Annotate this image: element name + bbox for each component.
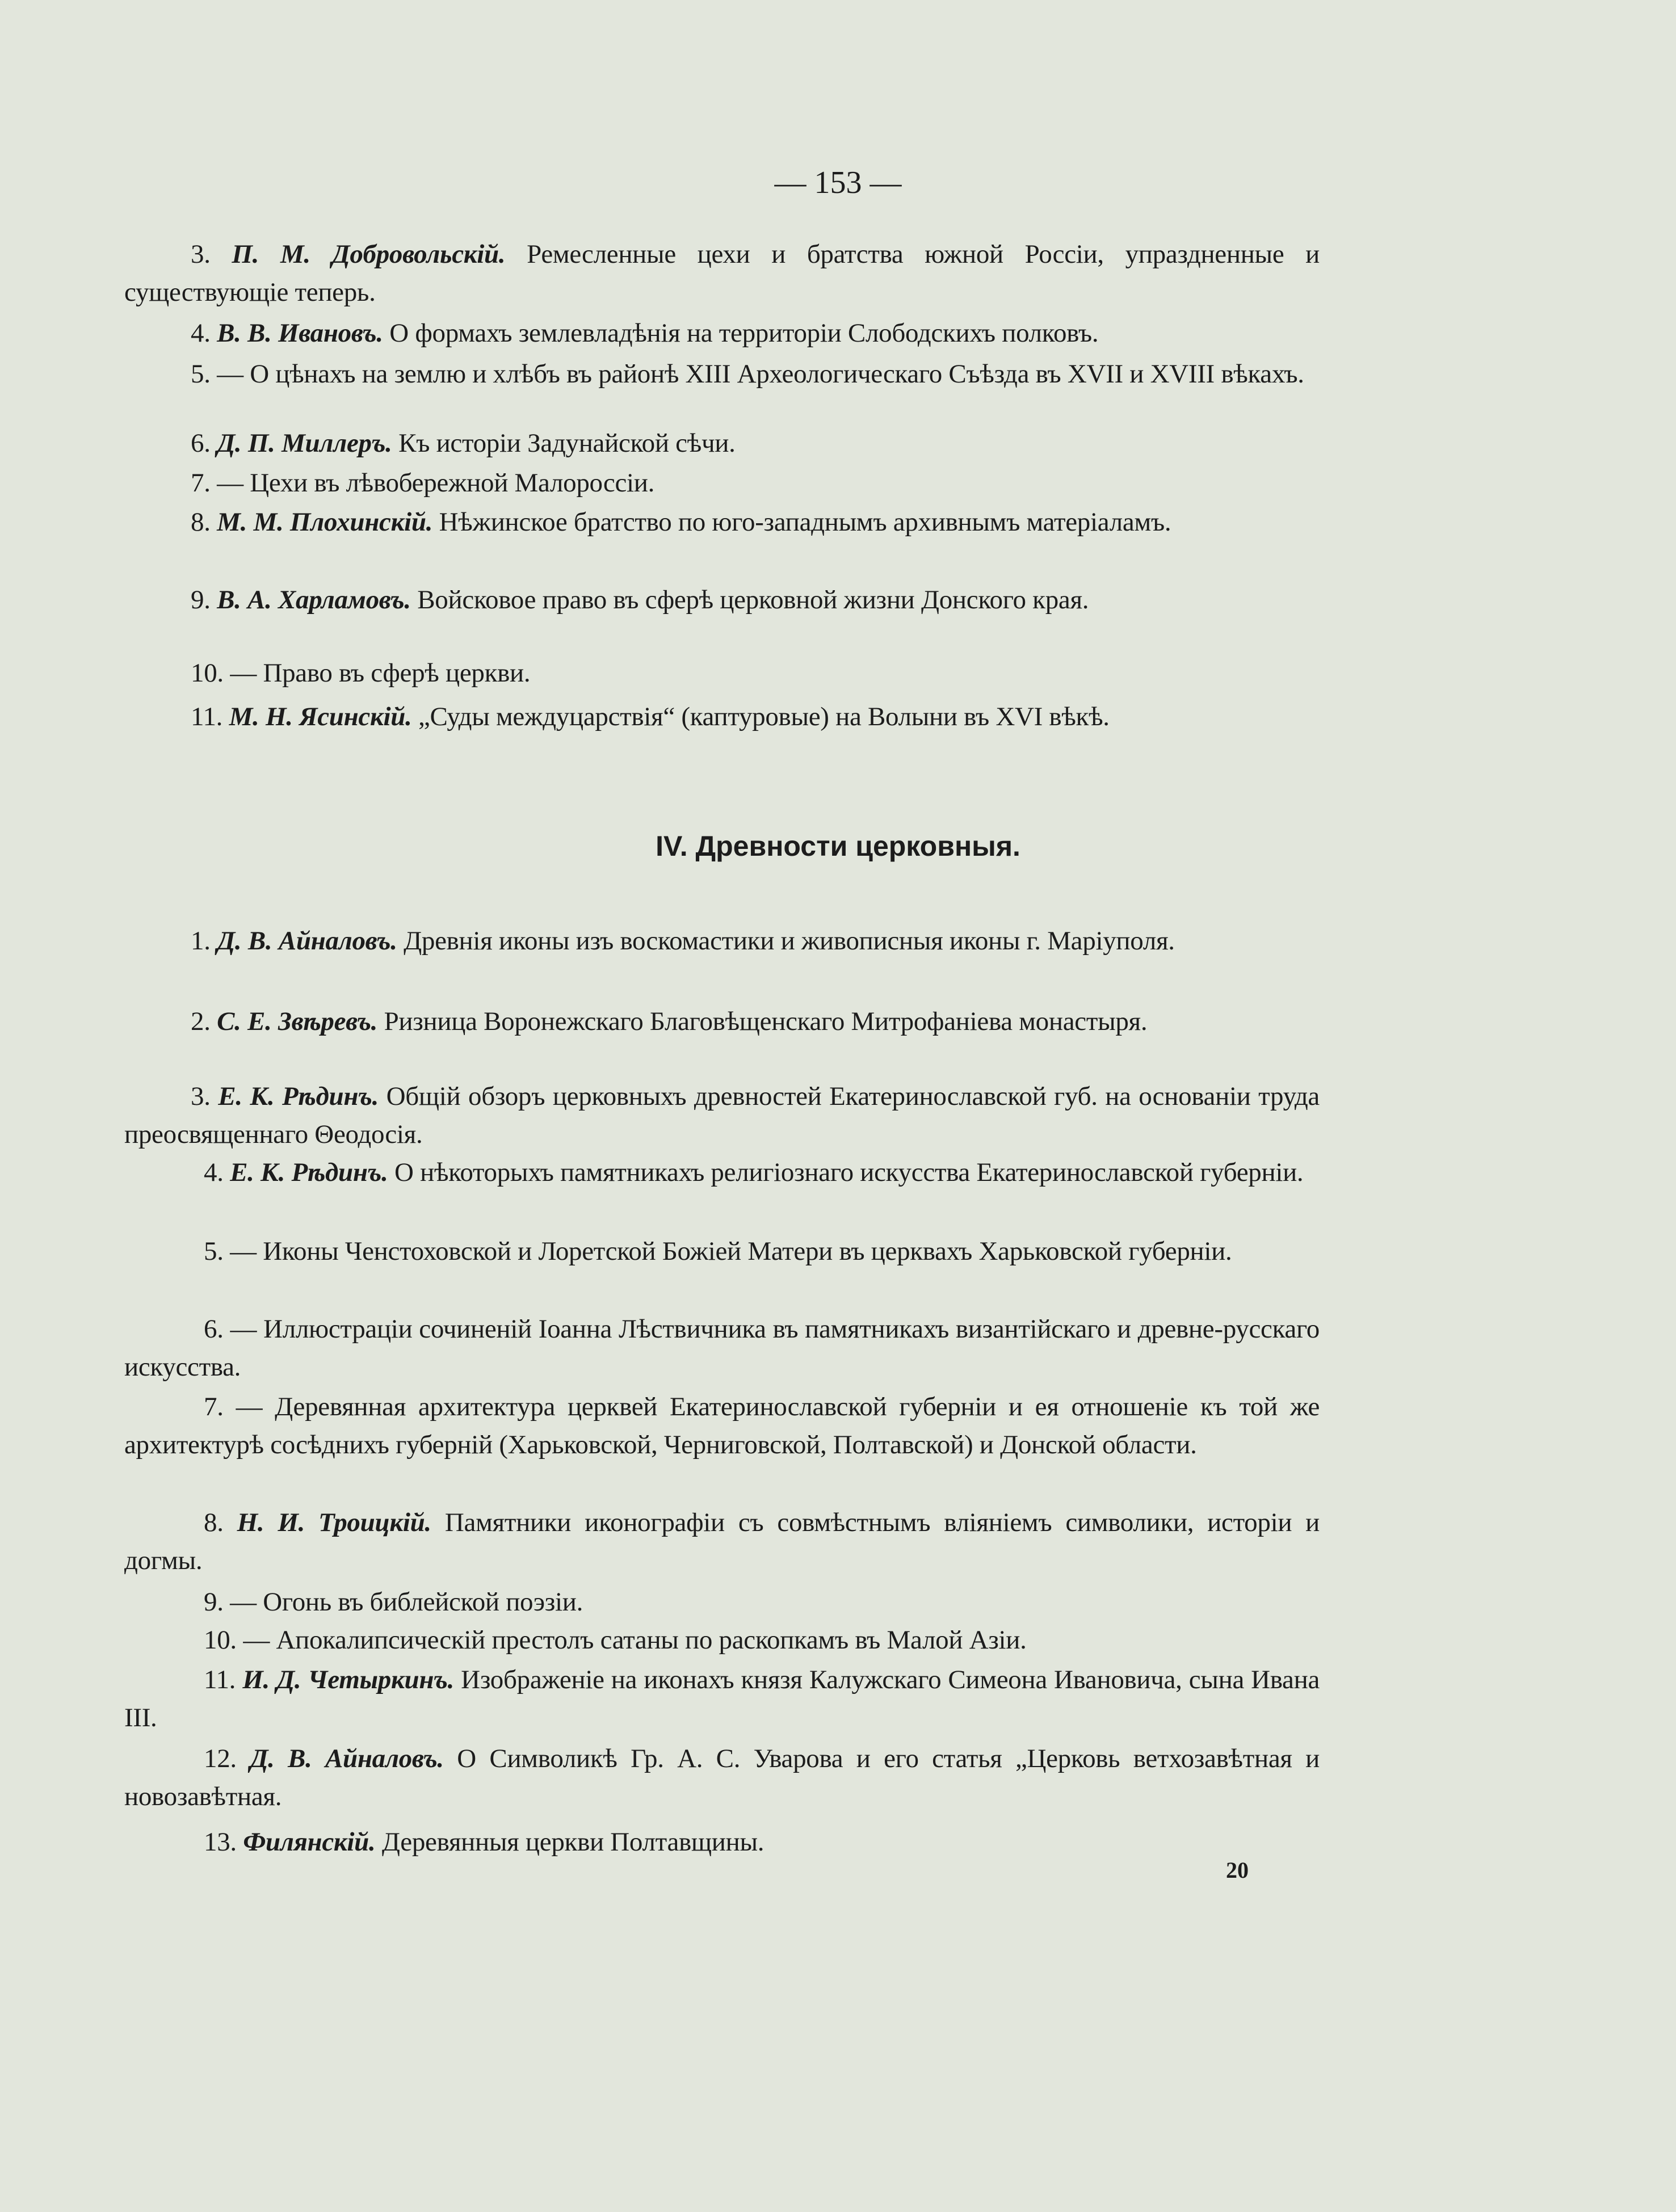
list-item bbox=[124, 1504, 1320, 1580]
item-number: 10. bbox=[204, 1625, 237, 1655]
item-author: Д. П. Миллеръ. bbox=[217, 428, 392, 458]
list-item bbox=[124, 355, 1320, 393]
list-item bbox=[124, 922, 1320, 960]
item-author: Е. К. Рѣдинъ. bbox=[230, 1158, 388, 1187]
list-item bbox=[124, 581, 1320, 619]
item-number: 11. bbox=[191, 702, 223, 731]
item-title: Ремесленные цехи и братства южной Россіи, упраздненные и существующіе теперь. bbox=[124, 239, 1320, 307]
item-number: 5. bbox=[191, 359, 211, 389]
item-title: Древнія иконы изъ воскомастики и живописныя иконы г. Маріуполя. bbox=[397, 926, 1175, 956]
list-item bbox=[124, 1740, 1320, 1816]
item-title: О нѣкоторыхъ памятникахъ религіознаго искусства Екатеринославской губерніи. bbox=[388, 1158, 1304, 1187]
signature-mark: 20 bbox=[1226, 1857, 1249, 1883]
list-item bbox=[124, 314, 1320, 352]
item-title: О формахъ землевладѣнія на территоріи Слободскихъ полковъ. bbox=[383, 318, 1099, 348]
item-number: 10. bbox=[191, 658, 224, 688]
list-item bbox=[124, 424, 1320, 462]
list-item bbox=[124, 1823, 1320, 1861]
item-title: Ризница Воронежскаго Благовѣщенскаго Митрофаніева монастыря. bbox=[377, 1007, 1148, 1036]
item-title: Общій обзоръ церковныхъ древностей Екатеринославской губ. на основаніи труда преосвященнаго Θеодосія. bbox=[124, 1082, 1320, 1149]
item-number: 6. bbox=[191, 428, 211, 458]
item-title: — Иконы Ченстоховской и Лоретской Божіей Матери въ церквахъ Харьковской губерніи. bbox=[230, 1237, 1232, 1266]
item-number: 8. bbox=[191, 507, 211, 537]
list-item bbox=[124, 464, 1320, 502]
item-number: 7. bbox=[204, 1392, 224, 1422]
item-number: 8. bbox=[204, 1508, 224, 1537]
item-author: М. М. Плохинскій. bbox=[217, 507, 433, 537]
list-item bbox=[124, 698, 1320, 736]
item-title: — Апокалипсическій престолъ сатаны по раскопкамъ въ Малой Азіи. bbox=[243, 1625, 1027, 1655]
item-title: — Огонь въ библейской поэзіи. bbox=[230, 1587, 583, 1617]
item-number: 6. bbox=[204, 1314, 224, 1344]
item-title: — Деревянная архитектура церквей Екатеринославской губерніи и ея отношеніе къ той же архитектурѣ сосѣднихъ губерній (Харьковской, Черниговской, Полтавской) и Донской области. bbox=[124, 1392, 1320, 1460]
item-author: В. А. Харламовъ. bbox=[217, 585, 411, 615]
list-item bbox=[124, 503, 1320, 541]
list-item bbox=[124, 1078, 1320, 1154]
section-heading: IV. Древности церковныя. bbox=[656, 830, 1020, 862]
item-number: 12. bbox=[204, 1744, 237, 1773]
item-title: Нѣжинское братство по юго-западнымъ архивнымъ матеріаламъ. bbox=[432, 507, 1171, 537]
item-title: — Иллюстраціи сочиненій Іоанна Лѣствичника въ памятникахъ византійскаго и древне-русскаго искусства. bbox=[124, 1314, 1320, 1382]
item-number: 3. bbox=[191, 1082, 211, 1111]
item-number: 4. bbox=[204, 1158, 224, 1187]
item-number: 13. bbox=[204, 1827, 237, 1857]
item-author: В. В. Ивановъ. bbox=[217, 318, 383, 348]
item-title: Къ исторіи Задунайской сѣчи. bbox=[392, 428, 736, 458]
item-author: М. Н. Ясинскій. bbox=[229, 702, 412, 731]
item-author: Филянскій. bbox=[243, 1827, 376, 1857]
item-title: Изображеніе на иконахъ князя Калужскаго Симеона Ивановича, сына Ивана III. bbox=[124, 1665, 1320, 1732]
item-number: 2. bbox=[191, 1007, 211, 1036]
item-number: 4. bbox=[191, 318, 211, 348]
item-number: 11. bbox=[204, 1665, 236, 1694]
item-number: 3. bbox=[191, 239, 211, 269]
item-number: 5. bbox=[204, 1237, 224, 1266]
list-item bbox=[124, 1388, 1320, 1464]
item-author: П. М. Добровольскій. bbox=[232, 239, 506, 269]
page-number: — 153 — bbox=[774, 165, 902, 200]
list-item bbox=[124, 1310, 1320, 1386]
list-item bbox=[124, 1003, 1320, 1041]
item-number: 1. bbox=[191, 926, 211, 956]
item-title: О Символикѣ Гр. А. С. Уварова и его статья „Церковь ветхозавѣтная и новозавѣтная. bbox=[124, 1744, 1320, 1811]
list-item bbox=[124, 1233, 1320, 1271]
item-title: Памятники иконографіи съ совмѣстнымъ вліяніемъ символики, исторіи и догмы. bbox=[124, 1508, 1320, 1575]
item-number: 7. bbox=[191, 468, 211, 498]
item-title: — О цѣнахъ на землю и хлѣбъ въ районѣ XIII Археологическаго Съѣзда въ XVII и XVIII вѣкахъ. bbox=[217, 359, 1304, 389]
item-author: И. Д. Четыркинъ. bbox=[242, 1665, 455, 1694]
item-number: 9. bbox=[204, 1587, 224, 1617]
item-author: Е. К. Рѣдинъ. bbox=[218, 1082, 379, 1111]
list-item bbox=[124, 1621, 1320, 1659]
list-item bbox=[124, 1583, 1320, 1621]
item-author: Н. И. Троицкій. bbox=[237, 1508, 431, 1537]
item-title: Деревянныя церкви Полтавщины. bbox=[375, 1827, 765, 1857]
item-author: Д. В. Айналовъ. bbox=[250, 1744, 444, 1773]
item-number: 9. bbox=[191, 585, 211, 615]
item-title: Войсковое право въ сферѣ церковной жизни Донского края. bbox=[410, 585, 1089, 615]
list-item bbox=[124, 1154, 1320, 1192]
list-item bbox=[124, 1661, 1320, 1737]
item-author: С. Е. Звѣревъ. bbox=[217, 1007, 378, 1036]
item-title: — Цехи въ лѣвобережной Малороссіи. bbox=[217, 468, 655, 498]
item-author: Д. В. Айналовъ. bbox=[217, 926, 397, 956]
list-item bbox=[124, 236, 1320, 312]
list-item bbox=[124, 654, 1320, 692]
item-title: — Право въ сферѣ церкви. bbox=[230, 658, 531, 688]
item-title: „Суды междуцарствія“ (каптуровые) на Волыни въ XVI вѣкѣ. bbox=[411, 702, 1110, 731]
